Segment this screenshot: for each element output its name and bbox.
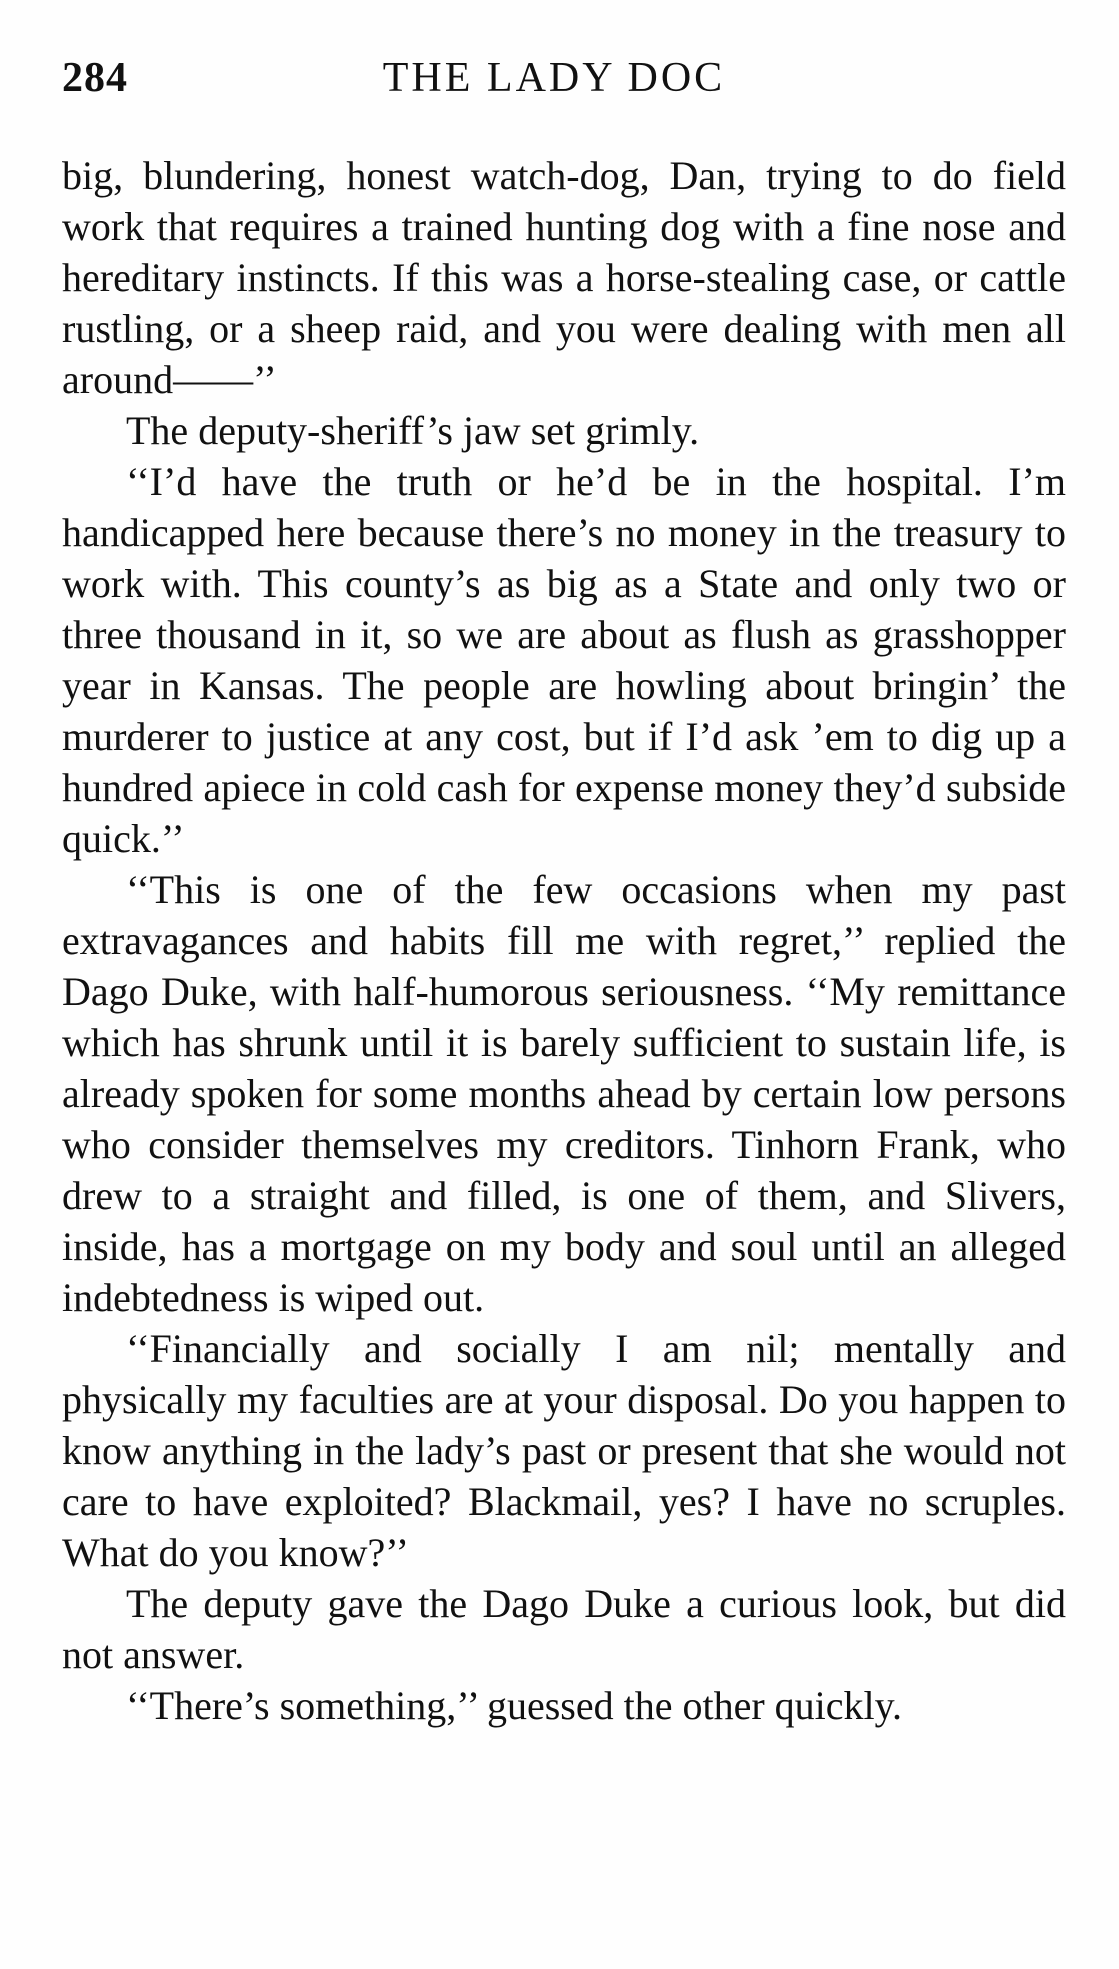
paragraph: ‘‘Financially and socially I am nil; mentally and physically my faculties are at your disposal. Do you happen to know anything in the lady’s past or present that she would not care to have exploited? Blackmail, yes? I have no scruples. What do you know?’’ xyxy=(62,1326,1066,1575)
paragraph: ‘‘There’s something,’’ guessed the other quickly. xyxy=(126,1683,903,1728)
page-number: 284 xyxy=(62,55,128,101)
paragraph-continued: big, blundering, honest watch-dog, Dan, trying to do field work that requires a trained hunting dog with a fine nose and hereditary instincts. If this was a horse-stealing case, or cattle rustling, or a sheep raid, and you were dealing with men all around——’’ xyxy=(62,153,1066,402)
paragraph: The deputy gave the Dago Duke a curious look, but did not answer. xyxy=(62,1581,1066,1677)
paragraph: ‘‘This is one of the few occasions when my past extravagances and habits fill me with regret,’’ replied the Dago Duke, with half-humorous seriousness. ‘‘My remittance which has shrunk until it is barely sufficient to sustain life, is already spoken for some months ahead by certain low persons who consider themselves my creditors. Tinhorn Frank, who drew to a straight and filled, is one of them, and Slivers, inside, has a mortgage on my body and soul until an alleged indebtedness is wiped out. xyxy=(62,867,1066,1320)
running-title: THE LADY DOC xyxy=(382,55,726,101)
page-header xyxy=(62,54,1066,114)
body-text xyxy=(62,150,1066,1731)
paragraph: The deputy-sheriff’s jaw set grimly. xyxy=(126,408,700,453)
paragraph: ‘‘I’d have the truth or he’d be in the hospital. I’m handicapped here because there’s no money in the treasury to work with. This county’s as big as a State and only two or three thousand in it, so we are about as flush as grasshopper year in Kansas. The people are howling about bringin’ the murderer to justice at any cost, but if I’d ask ’em to dig up a hundred apiece in cold cash for expense money they’d subside quick.’’ xyxy=(62,459,1066,861)
